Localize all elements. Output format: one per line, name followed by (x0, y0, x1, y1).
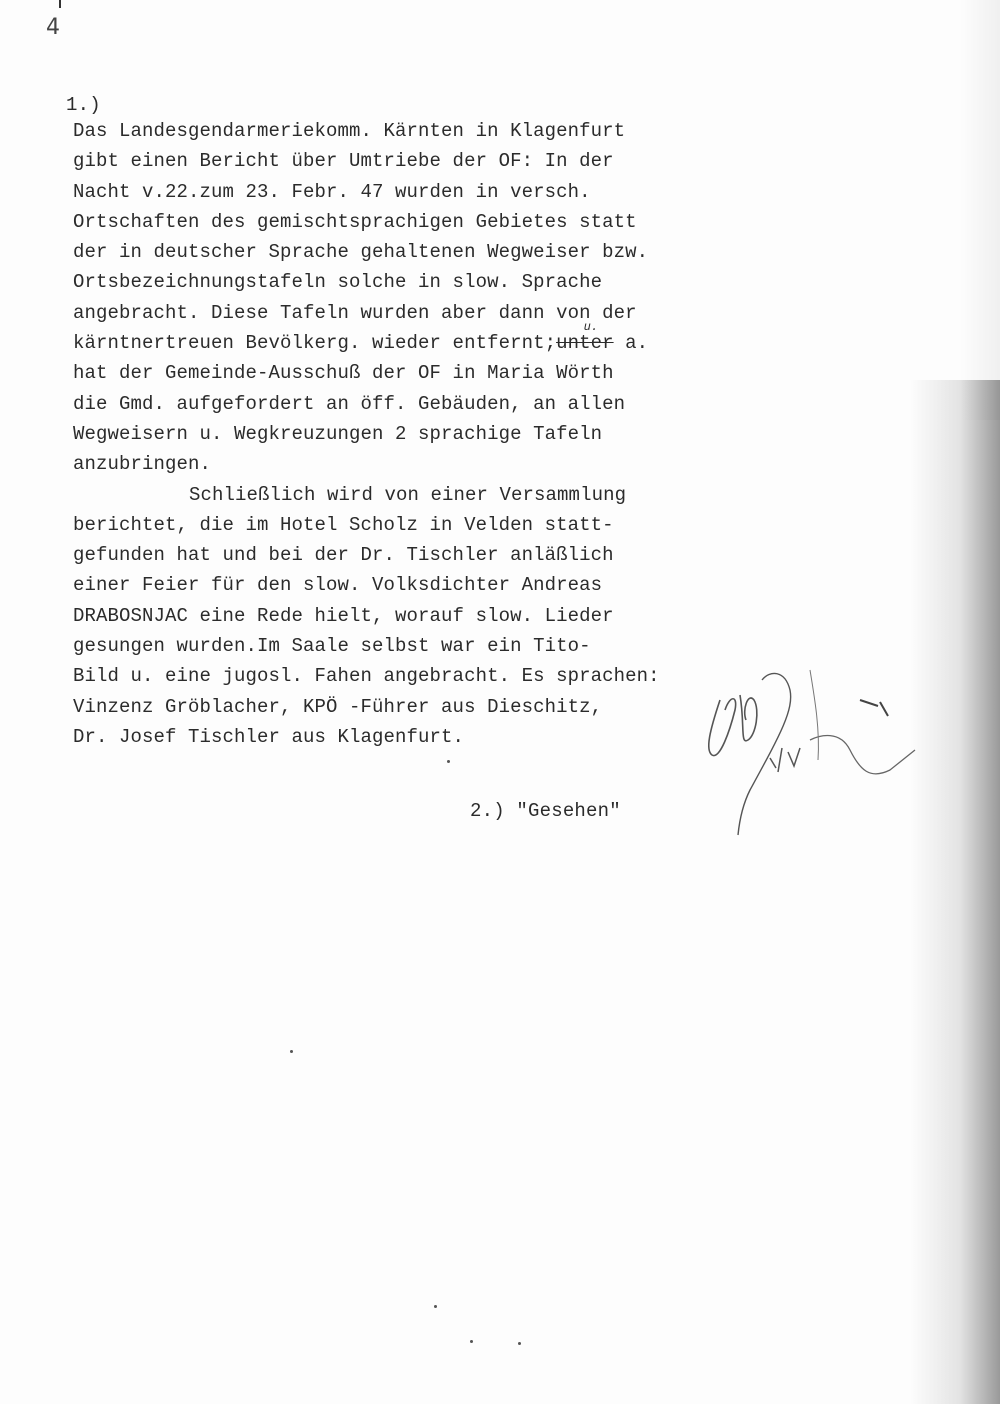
report-line: Wegweisern u. Wegkreuzungen 2 sprachige Tafeln (73, 422, 603, 445)
report-line: die Gmd. aufgefordert an öff. Gebäuden, an allen (73, 392, 626, 415)
report-line: Das Landesgendarmeriekomm. Kärnten in Klagenfurt (73, 120, 626, 142)
report-line: gesungen wurden.Im Saale selbst war ein Tito- (73, 635, 591, 658)
scan-speck (518, 1342, 521, 1345)
scan-edge-shadow-top (960, 0, 1000, 420)
scan-speck (290, 1050, 293, 1053)
report-line: Ortsbezeichnungstafeln solche in slow. Sprache (73, 271, 603, 294)
svg-text:4: 4 (46, 15, 60, 40)
body-text (73, 116, 693, 752)
scan-edge-shadow (910, 380, 1000, 1404)
report-line: Schließlich wird von einer Versammlung (189, 483, 627, 506)
report-line: hat der Gemeinde-Ausschuß der OF in Maria Wörth (73, 362, 614, 385)
corner-mark-icon (42, 0, 72, 40)
report-line: Bild u. eine jugosl. Fahen angebracht. Es sprachen: (73, 665, 660, 688)
report-line: kärntnertreuen Bevölkerg. wieder entfernt; (73, 332, 557, 355)
struck-word: unter (556, 332, 614, 355)
seen-line: 2.) "Gesehen" (470, 800, 621, 822)
after-strike: a. (625, 332, 649, 355)
inserted-correction: u. (583, 320, 599, 335)
report-line: Ortschaften des gemischtsprachigen Gebietes statt (73, 210, 637, 233)
scan-speck (470, 1340, 473, 1343)
handwritten-initials-icon (690, 640, 920, 850)
report-line: angebracht. Diese Tafeln wurden aber dann von der (73, 301, 637, 324)
item-number: 1.) (66, 94, 101, 116)
scan-speck (434, 1305, 437, 1308)
report-line-with-correction (73, 320, 693, 358)
report-line: einer Feier für den slow. Volksdichter Andreas (73, 574, 603, 597)
report-line: anzubringen. (73, 453, 212, 476)
report-line: Dr. Josef Tischler aus Klagenfurt. (73, 725, 465, 748)
report-line: DRABOSNJAC eine Rede hielt, worauf slow. Lieder (73, 604, 614, 627)
report-line: berichtet, die im Hotel Scholz in Velden statt- (73, 513, 614, 536)
report-line: Nacht v.22.zum 23. Febr. 47 wurden in versch. (73, 180, 591, 203)
report-line: gibt einen Bericht über Umtriebe der OF: In der (73, 150, 614, 173)
report-line: gefunden hat und bei der Dr. Tischler anläßlich (73, 544, 614, 567)
report-line: der in deutscher Sprache gehaltenen Wegweiser bzw. (73, 241, 649, 264)
report-line: Vinzenz Gröblacher, KPÖ -Führer aus Dieschitz, (73, 695, 603, 718)
scan-speck (447, 760, 450, 763)
